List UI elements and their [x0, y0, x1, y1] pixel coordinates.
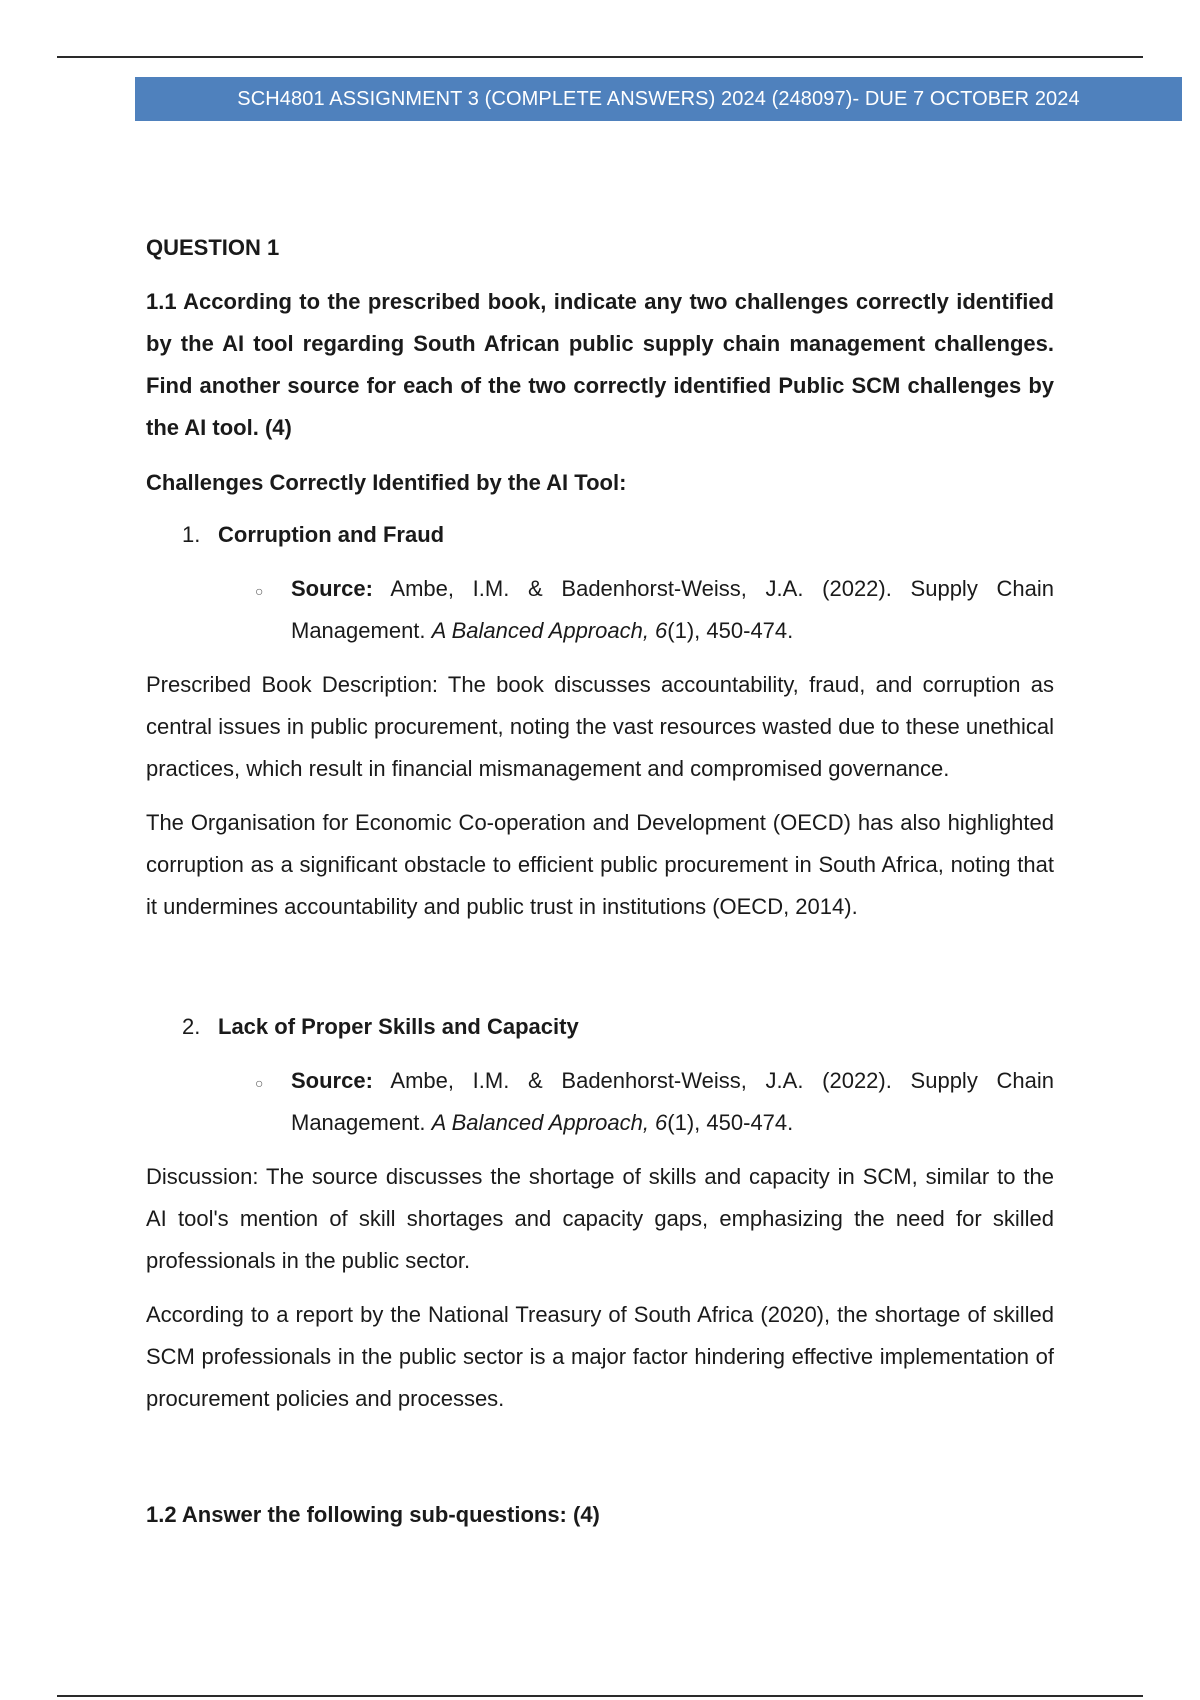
- challenge-title: Lack of Proper Skills and Capacity: [218, 1014, 579, 1039]
- bottom-divider: [57, 1695, 1143, 1697]
- source-text: Source: Ambe, I.M. & Badenhorst-Weiss, J.A. (2022). Supply Chain Management. A Balanced Approach, 6(1), 450-474.: [291, 1068, 1054, 1135]
- top-divider: [57, 56, 1143, 58]
- circle-bullet-icon: ○: [255, 583, 264, 599]
- list-item-2: [182, 1006, 1054, 1048]
- document-body: [146, 227, 1054, 1536]
- challenges-heading: Challenges Correctly Identified by the AI Tool:: [146, 470, 627, 495]
- paragraph: Discussion: The source discusses the shortage of skills and capacity in SCM, similar to the AI tool's mention of skill shortages and capacity gaps, emphasizing the need for skilled professionals in the public sector.: [146, 1164, 1054, 1273]
- list-number: 1.: [182, 522, 201, 547]
- paragraph: The Organisation for Economic Co-operation and Development (OECD) has also highlighted corruption as a significant obstacle to efficient public procurement in South Africa, noting that it undermines accountability and public trust in institutions (OECD, 2014).: [146, 810, 1054, 919]
- question-prompt: 1.1 According to the prescribed book, indicate any two challenges correctly identified by the AI tool regarding South African public supply chain management challenges. Find another source for each of the two correctly identified Public SCM challenges by the AI tool. (4): [146, 289, 1054, 440]
- list-item-1: [182, 514, 1054, 556]
- challenge-title: Corruption and Fraud: [218, 522, 445, 547]
- paragraph: According to a report by the National Treasury of South Africa (2020), the shortage of skilled SCM professionals in the public sector is a major factor hindering effective implementation of procurement policies and processes.: [146, 1302, 1054, 1411]
- source-text: Source: Ambe, I.M. & Badenhorst-Weiss, J.A. (2022). Supply Chain Management. A Balanced Approach, 6(1), 450-474.: [291, 576, 1054, 643]
- question-heading: QUESTION 1: [146, 235, 280, 260]
- source-citation: [255, 568, 1054, 652]
- list-number: 2.: [182, 1014, 201, 1039]
- source-citation: [255, 1060, 1054, 1144]
- paragraph: Prescribed Book Description: The book discusses accountability, fraud, and corruption as central issues in public procurement, noting the vast resources wasted due to these unethical practices, which result in financial mismanagement and compromised governance.: [146, 672, 1054, 781]
- sub-question-heading: 1.2 Answer the following sub-questions: (4): [146, 1502, 600, 1527]
- circle-bullet-icon: ○: [255, 1075, 264, 1091]
- document-header-banner: SCH4801 ASSIGNMENT 3 (COMPLETE ANSWERS) 2024 (248097)- DUE 7 OCTOBER 2024: [135, 77, 1182, 121]
